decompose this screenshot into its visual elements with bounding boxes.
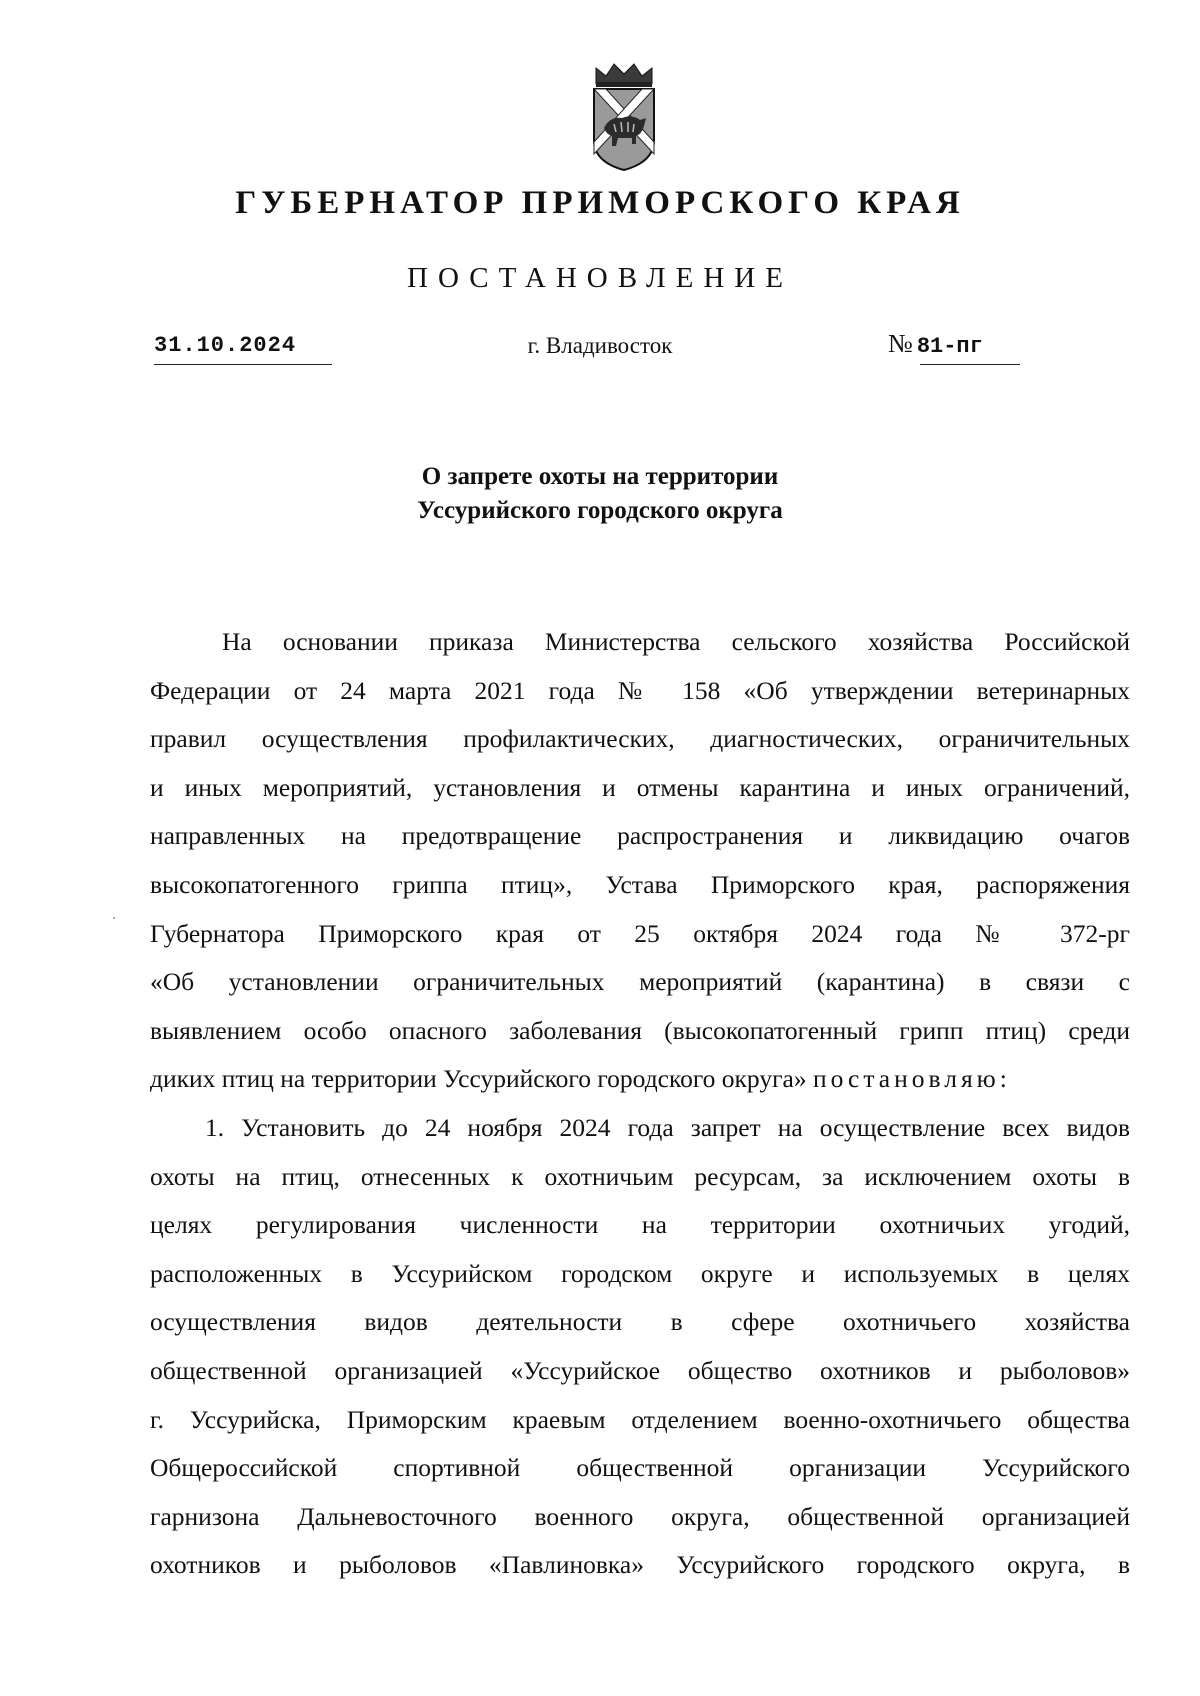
number-value: 81-пг — [916, 334, 983, 359]
body-line: целях регулирования численности на территории охотничьих угодий, — [150, 1210, 1130, 1240]
body-line: охотников и рыболовов «Павлиновка» Уссурийского городского округа, в — [150, 1550, 1130, 1580]
body-line: и иных мероприятий, установления и отмены карантина и иных ограничений, — [150, 772, 1130, 802]
body-line: охоты на птиц, отнесенных к охотничьим ресурсам, за исключением охоты в — [150, 1161, 1130, 1191]
body-line: выявлением особо опасного заболевания (высокопатогенный грипп птиц) среди — [150, 1015, 1130, 1045]
body-line: На основании приказа Министерства сельского хозяйства Российской — [222, 627, 1130, 656]
body-line: г. Уссурийска, Приморским краевым отделением военно-охотничьего общества — [150, 1404, 1130, 1434]
body-line: общественной организацией «Уссурийское общество охотников и рыболовов» — [150, 1355, 1130, 1385]
number-sign: № — [888, 329, 913, 358]
body-line-with-resolution — [150, 1055, 1130, 1104]
body-line: гарнизона Дальневосточного военного округа, общественной организацией — [150, 1501, 1130, 1531]
issuer-title: ГУБЕРНАТОР ПРИМОРСКОГО КРАЯ — [235, 185, 965, 221]
document-body — [150, 618, 1130, 1590]
body-line: расположенных в Уссурийском городском округе и используемых в целях — [150, 1258, 1130, 1288]
body-line: правил осуществления профилактических, диагностических, ограничительных — [150, 724, 1130, 754]
body-line: Губернатора Приморского края от 25 октября 2024 года № 372-рг — [150, 918, 1130, 948]
body-line: «Об установлении ограничительных мероприятий (карантина) в связи с — [150, 967, 1130, 997]
body-line-text: диких птиц на территории Уссурийского городского округа» — [150, 1064, 807, 1094]
document-number — [888, 329, 983, 359]
document-title — [0, 460, 1200, 528]
title-line-2: Уссурийского городского округа — [417, 497, 783, 524]
title-line-1: О запрете охоты на территории — [421, 463, 779, 490]
body-line: 1. Установить до 24 ноября 2024 года запрет на осуществление всех видов — [205, 1112, 1130, 1142]
body-line: Общероссийской спортивной общественной организации Уссурийского — [150, 1453, 1130, 1483]
document-city: г. Владивосток — [527, 333, 673, 358]
body-line: Федерации от 24 марта 2021 года № 158 «Об утверждении ветеринарных — [150, 675, 1130, 705]
document-meta — [0, 329, 1200, 373]
body-line: высокопатогенного гриппа птиц», Устава Приморского края, распоряжения — [150, 869, 1130, 899]
coat-of-arms-icon — [588, 62, 660, 172]
scan-speck — [113, 917, 115, 919]
document-date: 31.10.2024 — [154, 333, 297, 358]
document-type: ПОСТАНОВЛЕНИЕ — [407, 262, 793, 294]
body-line: направленных на предотвращение распространения и ликвидацию очагов — [150, 821, 1130, 851]
date-underline — [154, 364, 332, 365]
number-underline — [920, 364, 1020, 365]
resolution-word: постановляю: — [813, 1064, 1011, 1094]
body-line: осуществления видов деятельности в сфере охотничьего хозяйства — [150, 1307, 1130, 1337]
